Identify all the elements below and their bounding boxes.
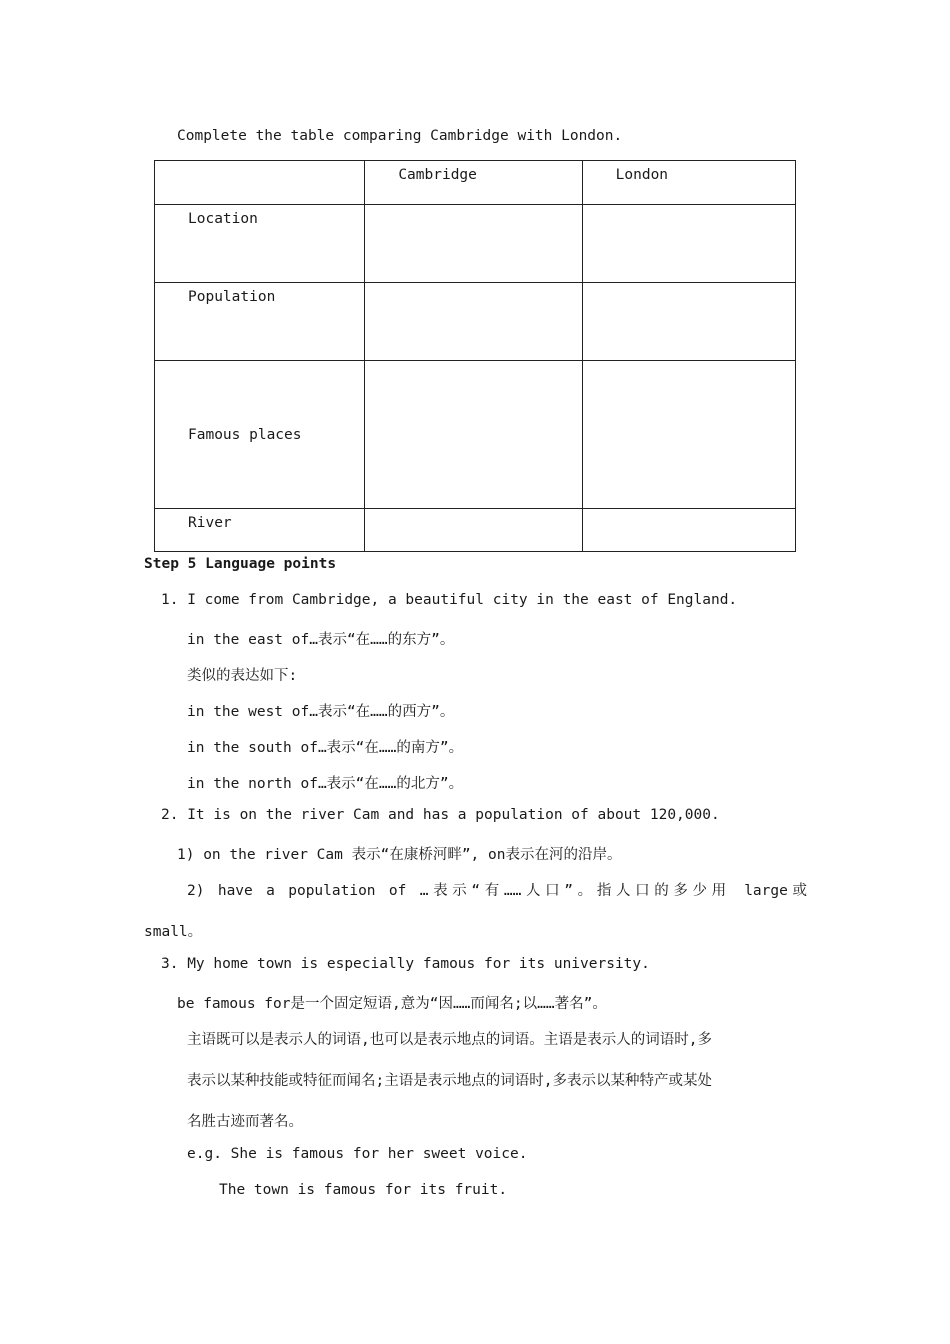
point-3-desc-line: 表示以某种技能或特征而闻名;主语是表示地点的词语时,多表示以某种特产或某处 bbox=[187, 1073, 712, 1089]
blank-cell bbox=[365, 205, 582, 283]
blank-cell bbox=[582, 205, 795, 283]
table-instruction: Complete the table comparing Cambridge with London. bbox=[177, 128, 623, 144]
blank-cell bbox=[365, 283, 582, 361]
table-row bbox=[155, 283, 796, 361]
section-heading: Step 5 Language points bbox=[144, 556, 337, 572]
point-1-west: in the west of…表示“在……的西方”。 bbox=[187, 704, 455, 720]
point-1: 1. I come from Cambridge, a beautiful city in the east of England. bbox=[161, 592, 738, 608]
point-1-south: in the south of…表示“在……的南方”。 bbox=[187, 740, 464, 756]
row-label: Population bbox=[155, 283, 365, 361]
point-1-north: in the north of…表示“在……的北方”。 bbox=[187, 776, 464, 792]
table-header-cell: Cambridge bbox=[365, 161, 582, 205]
table-row bbox=[155, 509, 796, 552]
point-2-sub-2: 2) have a population of …表示“有……人口”。指人口的多少用 large或 bbox=[187, 883, 807, 899]
point-3-desc-line: 主语既可以是表示人的词语,也可以是表示地点的词语。主语是表示人的词语时,多 bbox=[187, 1032, 712, 1048]
example-1: e.g. She is famous for her sweet voice. bbox=[187, 1146, 528, 1162]
comparison-table bbox=[154, 160, 796, 552]
row-label: Famous places bbox=[155, 361, 365, 509]
blank-cell bbox=[365, 509, 582, 552]
example-2: The town is famous for its fruit. bbox=[219, 1182, 508, 1198]
point-2-sub-1: 1) on the river Cam 表示“在康桥河畔”, on表示在河的沿岸。 bbox=[177, 847, 622, 863]
table-row bbox=[155, 361, 796, 509]
table-header-cell bbox=[155, 161, 365, 205]
blank-cell bbox=[365, 361, 582, 509]
row-label: River bbox=[155, 509, 365, 552]
point-2-sub-2-cont: small。 bbox=[144, 924, 203, 940]
point-3-phrase: be famous for是一个固定短语,意为“因……而闻名;以……著名”。 bbox=[177, 996, 607, 1012]
point-3: 3. My home town is especially famous for its university. bbox=[161, 956, 650, 972]
table-header-row bbox=[155, 161, 796, 205]
point-3-desc-line: 名胜古迹而著名。 bbox=[187, 1114, 303, 1130]
blank-cell bbox=[582, 283, 795, 361]
table-header-cell: London bbox=[582, 161, 795, 205]
point-1-east: in the east of…表示“在……的东方”。 bbox=[187, 632, 455, 648]
blank-cell bbox=[582, 361, 795, 509]
row-label: Location bbox=[155, 205, 365, 283]
point-2: 2. It is on the river Cam and has a population of about 120,000. bbox=[161, 807, 720, 823]
blank-cell bbox=[582, 509, 795, 552]
point-1-similar: 类似的表达如下: bbox=[187, 668, 298, 684]
table-row bbox=[155, 205, 796, 283]
